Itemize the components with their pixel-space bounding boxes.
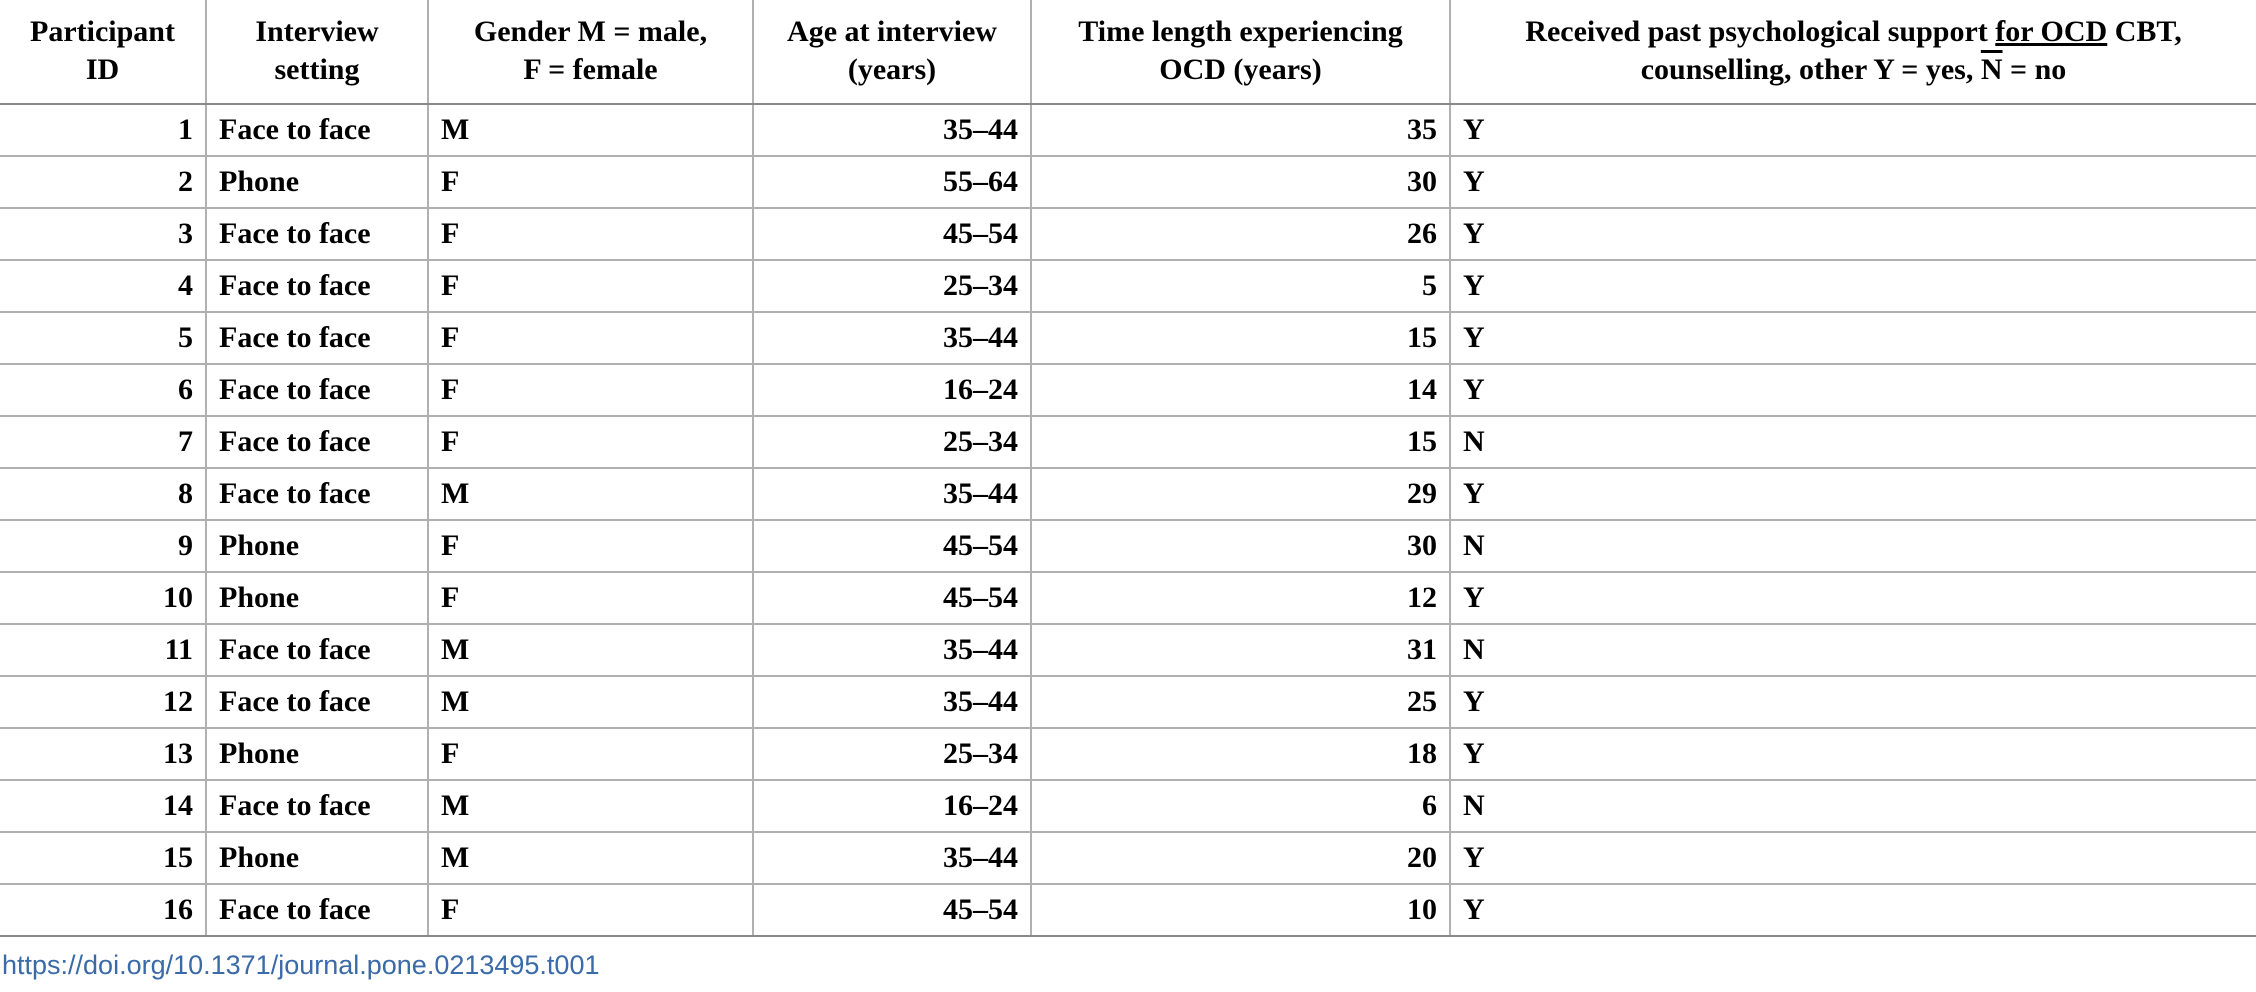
cell-participant-id: 13	[0, 728, 206, 780]
cell-age: 45–54	[753, 520, 1031, 572]
cell-support: Y	[1450, 468, 2256, 520]
cell-gender: M	[428, 104, 753, 156]
header-time-length-line2: OCD (years)	[1159, 52, 1322, 86]
cell-time-length: 6	[1031, 780, 1450, 832]
cell-age: 45–54	[753, 208, 1031, 260]
cell-time-length: 26	[1031, 208, 1450, 260]
header-age	[753, 0, 1031, 104]
table-row	[0, 520, 2256, 572]
cell-age: 25–34	[753, 728, 1031, 780]
table-row	[0, 104, 2256, 156]
table-row	[0, 780, 2256, 832]
table-row	[0, 624, 2256, 676]
table-row	[0, 364, 2256, 416]
cell-interview-setting: Face to face	[206, 260, 428, 312]
cell-time-length: 20	[1031, 832, 1450, 884]
cell-participant-id: 12	[0, 676, 206, 728]
cell-interview-setting: Phone	[206, 728, 428, 780]
header-age-line2: (years)	[847, 52, 937, 86]
cell-gender: F	[428, 520, 753, 572]
cell-time-length: 18	[1031, 728, 1450, 780]
cell-interview-setting: Face to face	[206, 468, 428, 520]
cell-gender: M	[428, 780, 753, 832]
cell-support: Y	[1450, 884, 2256, 936]
cell-support: Y	[1450, 572, 2256, 624]
cell-participant-id: 2	[0, 156, 206, 208]
cell-support: Y	[1450, 364, 2256, 416]
cell-time-length: 5	[1031, 260, 1450, 312]
cell-support: Y	[1450, 728, 2256, 780]
cell-interview-setting: Face to face	[206, 624, 428, 676]
table-row	[0, 260, 2256, 312]
cell-time-length: 31	[1031, 624, 1450, 676]
cell-participant-id: 7	[0, 416, 206, 468]
table-row	[0, 312, 2256, 364]
header-support-line1-underlined: for OCD	[1995, 14, 2108, 48]
header-support-line2-pre: counselling, other Y = yes,	[1640, 52, 1981, 86]
header-participant-id	[0, 0, 206, 104]
cell-age: 35–44	[753, 832, 1031, 884]
header-interview-setting	[206, 0, 428, 104]
cell-gender: F	[428, 312, 753, 364]
table-header	[0, 0, 2256, 104]
cell-interview-setting: Face to face	[206, 780, 428, 832]
table-row	[0, 884, 2256, 936]
header-gender-line2: F = female	[523, 52, 658, 86]
cell-support: Y	[1450, 832, 2256, 884]
header-support	[1450, 0, 2256, 104]
cell-participant-id: 16	[0, 884, 206, 936]
header-support-line1-pre: Received past psychological support	[1525, 14, 1996, 48]
cell-time-length: 30	[1031, 520, 1450, 572]
cell-participant-id: 9	[0, 520, 206, 572]
cell-time-length: 15	[1031, 416, 1450, 468]
cell-gender: F	[428, 572, 753, 624]
cell-interview-setting: Face to face	[206, 312, 428, 364]
cell-participant-id: 14	[0, 780, 206, 832]
cell-interview-setting: Face to face	[206, 208, 428, 260]
cell-participant-id: 6	[0, 364, 206, 416]
cell-time-length: 12	[1031, 572, 1450, 624]
table-row	[0, 676, 2256, 728]
cell-age: 35–44	[753, 624, 1031, 676]
cell-support: Y	[1450, 208, 2256, 260]
cell-support: Y	[1450, 676, 2256, 728]
cell-gender: F	[428, 156, 753, 208]
cell-gender: F	[428, 208, 753, 260]
cell-participant-id: 10	[0, 572, 206, 624]
cell-interview-setting: Face to face	[206, 104, 428, 156]
cell-interview-setting: Face to face	[206, 884, 428, 936]
header-age-line1: Age at interview	[787, 14, 997, 48]
cell-support: Y	[1450, 156, 2256, 208]
cell-interview-setting: Phone	[206, 572, 428, 624]
cell-time-length: 29	[1031, 468, 1450, 520]
header-time-length	[1031, 0, 1450, 104]
header-row	[0, 0, 2256, 104]
cell-interview-setting: Face to face	[206, 364, 428, 416]
cell-time-length: 35	[1031, 104, 1450, 156]
cell-participant-id: 15	[0, 832, 206, 884]
header-participant-id-line1: Participant	[30, 14, 175, 48]
header-gender	[428, 0, 753, 104]
cell-age: 35–44	[753, 676, 1031, 728]
cell-time-length: 30	[1031, 156, 1450, 208]
cell-interview-setting: Phone	[206, 832, 428, 884]
table-row	[0, 208, 2256, 260]
cell-participant-id: 8	[0, 468, 206, 520]
cell-participant-id: 3	[0, 208, 206, 260]
table-row	[0, 572, 2256, 624]
cell-gender: F	[428, 728, 753, 780]
cell-participant-id: 5	[0, 312, 206, 364]
cell-gender: M	[428, 676, 753, 728]
table-row	[0, 468, 2256, 520]
cell-time-length: 14	[1031, 364, 1450, 416]
header-interview-setting-line1: Interview	[255, 14, 379, 48]
header-participant-id-line2: ID	[85, 52, 120, 86]
table-body	[0, 104, 2256, 936]
cell-age: 45–54	[753, 572, 1031, 624]
table-row	[0, 416, 2256, 468]
header-interview-setting-line2: setting	[274, 52, 360, 86]
cell-age: 55–64	[753, 156, 1031, 208]
cell-time-length: 25	[1031, 676, 1450, 728]
cell-interview-setting: Phone	[206, 520, 428, 572]
cell-gender: F	[428, 364, 753, 416]
cell-support: Y	[1450, 312, 2256, 364]
doi-link[interactable]: https://doi.org/10.1371/journal.pone.0213495.t001	[2, 950, 600, 980]
cell-participant-id: 4	[0, 260, 206, 312]
table-row	[0, 832, 2256, 884]
cell-gender: M	[428, 468, 753, 520]
cell-time-length: 10	[1031, 884, 1450, 936]
cell-support: Y	[1450, 104, 2256, 156]
cell-interview-setting: Face to face	[206, 416, 428, 468]
cell-age: 35–44	[753, 468, 1031, 520]
cell-interview-setting: Face to face	[206, 676, 428, 728]
cell-age: 35–44	[753, 104, 1031, 156]
cell-gender: F	[428, 260, 753, 312]
header-support-line2-post: = no	[2002, 52, 2067, 86]
table-row	[0, 728, 2256, 780]
cell-age: 45–54	[753, 884, 1031, 936]
cell-gender: M	[428, 832, 753, 884]
cell-support: N	[1450, 624, 2256, 676]
cell-support: N	[1450, 780, 2256, 832]
header-gender-line1: Gender M = male,	[473, 14, 708, 48]
table-row	[0, 156, 2256, 208]
cell-age: 35–44	[753, 312, 1031, 364]
header-support-line2-overlined: $\overline{N}$	[1980, 52, 2003, 86]
cell-gender: F	[428, 884, 753, 936]
cell-interview-setting: Phone	[206, 156, 428, 208]
cell-gender: F	[428, 416, 753, 468]
cell-gender: M	[428, 624, 753, 676]
cell-participant-id: 1	[0, 104, 206, 156]
cell-support: Y	[1450, 260, 2256, 312]
header-support-line1-post: CBT,	[2107, 14, 2182, 48]
cell-age: 25–34	[753, 416, 1031, 468]
cell-age: 16–24	[753, 780, 1031, 832]
cell-participant-id: 11	[0, 624, 206, 676]
cell-time-length: 15	[1031, 312, 1450, 364]
cell-support: N	[1450, 416, 2256, 468]
cell-support: N	[1450, 520, 2256, 572]
cell-age: 16–24	[753, 364, 1031, 416]
cell-age: 25–34	[753, 260, 1031, 312]
header-time-length-line1: Time length experiencing	[1078, 14, 1403, 48]
